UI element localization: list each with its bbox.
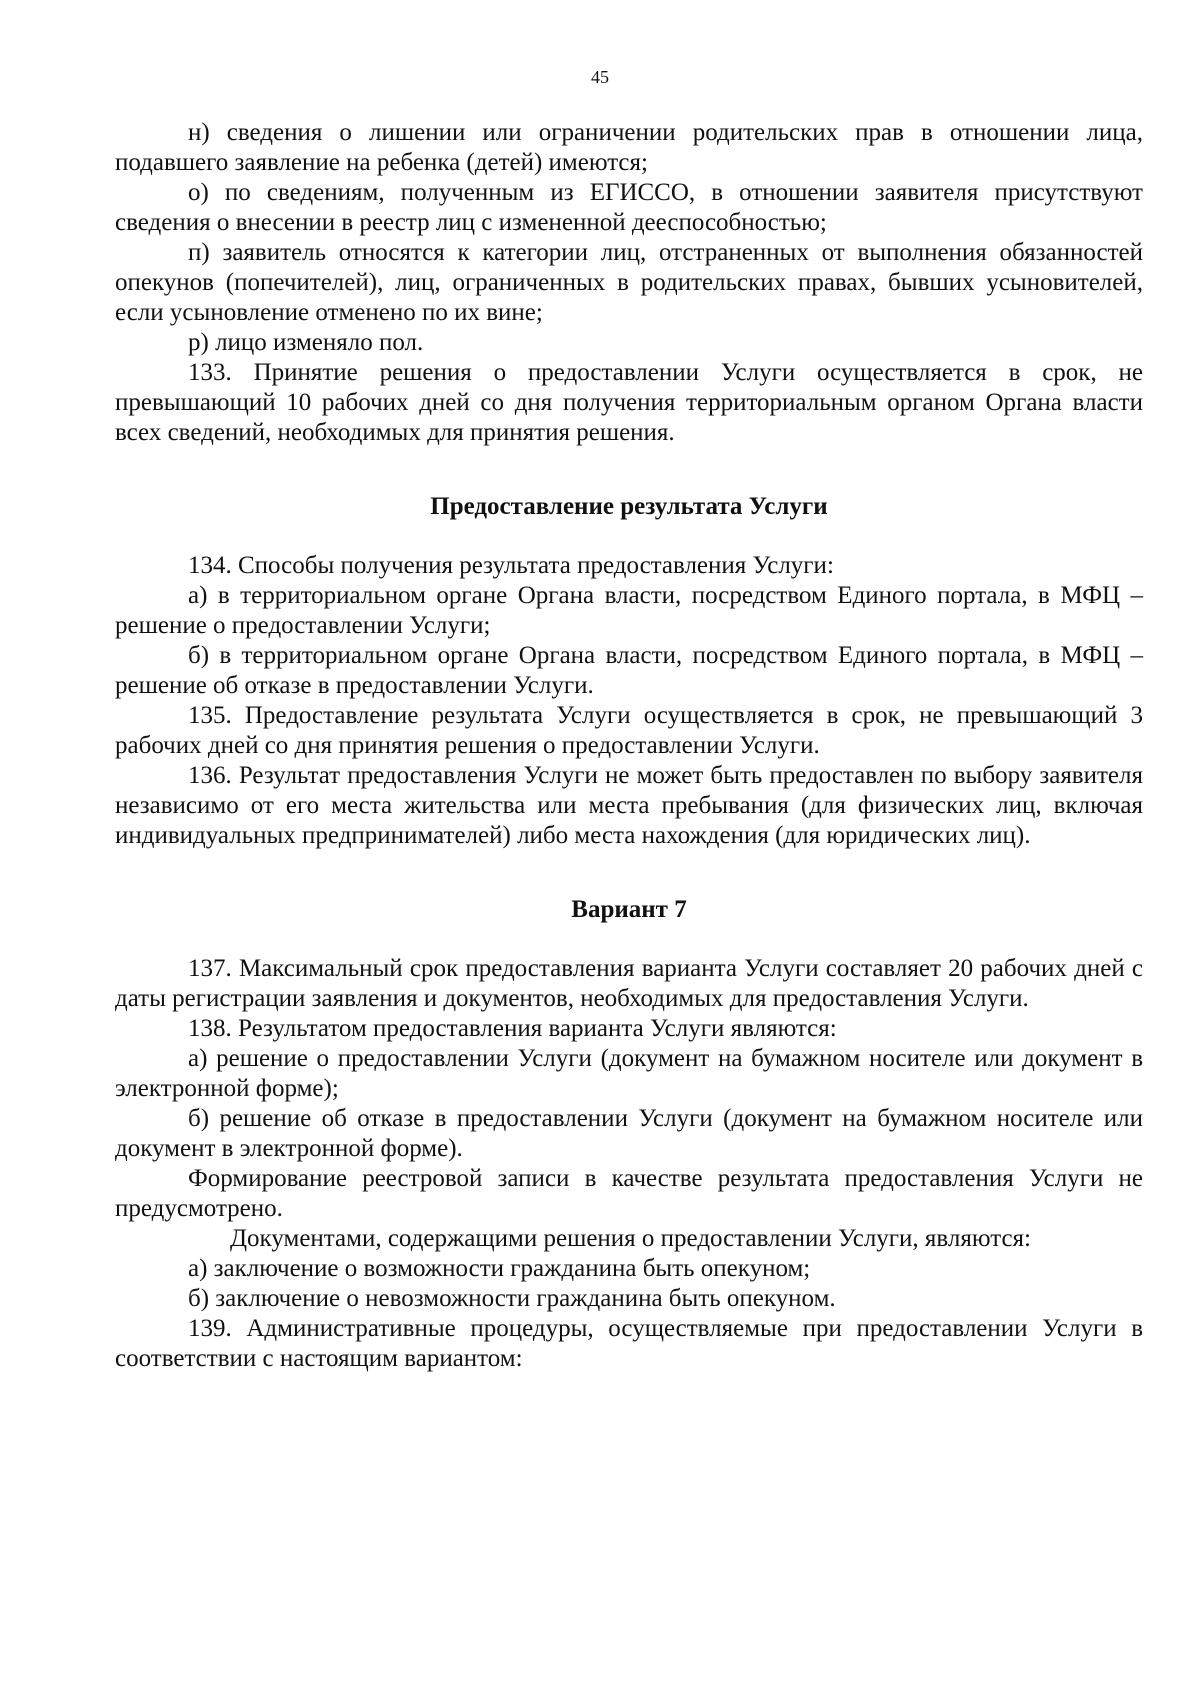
- paragraph-137: 137. Максимальный срок предоставления варианта Услуги составляет 20 рабочих дней с даты регистрации заявления и документов, необходимых для предоставления Услуги.: [115, 955, 1143, 1012]
- paragraph-138-b: б) решение об отказе в предоставлении Услуги (документ на бумажном носителе или документ в электронной форме).: [115, 1105, 1143, 1162]
- paragraph-134-a: а) в территориальном органе Органа власти, посредством Единого портала, в МФЦ – решение о предоставлении Услуги;: [115, 582, 1143, 639]
- paragraph-r: р) лицо изменяло пол.: [188, 329, 424, 356]
- paragraph-registry-record: Формирование реестровой записи в качестве результата предоставления Услуги не предусмотрено.: [115, 1165, 1143, 1222]
- section-result: [115, 551, 1143, 851]
- paragraph-133: 133. Принятие решения о предоставлении Услуги осуществляется в срок, не превышающий 10 рабочих дней со дня получения территориальным органом Органа власти всех сведений, необходимых для принятия решения.: [115, 359, 1143, 446]
- section-heading-variant-7: Вариант 7: [571, 896, 687, 923]
- paragraph-decision-documents: Документами, содержащими решения о предоставлении Услуги, являются:: [230, 1225, 1031, 1252]
- paragraph-conclusion-impossible: б) заключение о невозможности гражданина быть опекуном.: [188, 1285, 836, 1312]
- paragraph-134-b: б) в территориальном органе Органа власти, посредством Единого портала, в МФЦ – решение об отказе в предоставлении Услуги.: [115, 642, 1143, 699]
- paragraph-139: 139. Административные процедуры, осуществляемые при предоставлении Услуги в соответствии с настоящим вариантом:: [115, 1315, 1143, 1372]
- section-conditions: [115, 118, 1143, 448]
- paragraph-135: 135. Предоставление результата Услуги осуществляется в срок, не превышающий 3 рабочих дней со дня принятия решения о предоставлении Услуги.: [115, 702, 1143, 759]
- paragraph-138-a: а) решение о предоставлении Услуги (документ на бумажном носителе или документ в электронной форме);: [115, 1045, 1143, 1102]
- section-variant-7: [115, 954, 1143, 1374]
- paragraph-138: 138. Результатом предоставления варианта Услуги являются:: [188, 1015, 837, 1042]
- paragraph-136: 136. Результат предоставления Услуги не может быть предоставлен по выбору заявителя независимо от его места жительства или места пребывания (для физических лиц, включая индивидуальных предпринимателей) либо места нахождения (для юридических лиц).: [115, 762, 1143, 849]
- paragraph-p: п) заявитель относятся к категории лиц, отстраненных от выполнения обязанностей опекунов (попечителей), лиц, ограниченных в родительских правах, бывших усыновителей, если усыновление отменено по их вине;: [115, 239, 1143, 326]
- paragraph-conclusion-possible: а) заключение о возможности гражданина быть опекуном;: [188, 1255, 811, 1282]
- section-heading-result: Предоставление результата Услуги: [430, 493, 828, 520]
- paragraph-134: 134. Способы получения результата предоставления Услуги:: [188, 552, 834, 579]
- paragraph-n: н) сведения о лишении или ограничении родительских прав в отношении лица, подавшего заявление на ребенка (детей) имеются;: [115, 119, 1143, 176]
- paragraph-o: о) по сведениям, полученным из ЕГИССО, в отношении заявителя присутствуют сведения о внесении в реестр лиц с измененной дееспособностью;: [115, 179, 1143, 236]
- document-body: [115, 118, 1143, 1374]
- page-number: 45: [591, 67, 609, 87]
